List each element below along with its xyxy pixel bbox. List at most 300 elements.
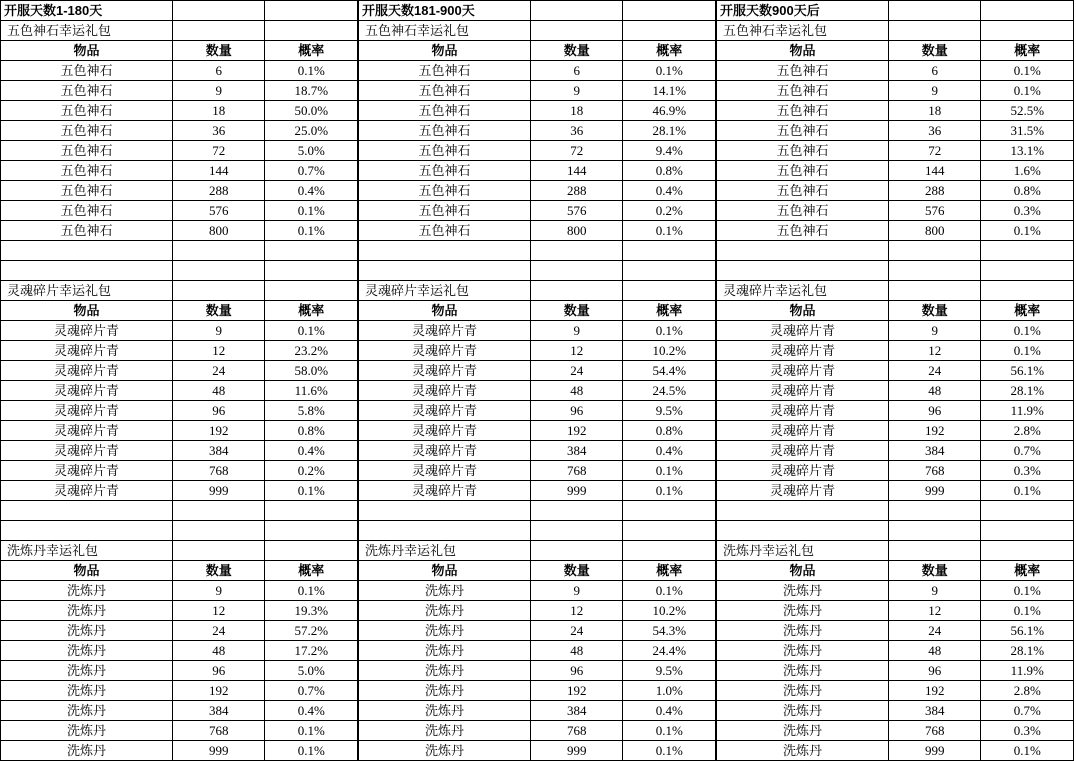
- spacer-row: [359, 261, 716, 281]
- cell-item-name: 五色神石: [717, 101, 889, 121]
- empty-cell: [623, 261, 716, 281]
- cell-rate: 11.9%: [981, 401, 1074, 421]
- empty-cell: [172, 281, 265, 301]
- empty-cell: [265, 1, 358, 21]
- table-row: [1, 201, 358, 221]
- cell-rate: 0.1%: [981, 481, 1074, 501]
- cell-rate: 0.1%: [265, 321, 358, 341]
- cell-item-name: 洗炼丹: [1, 661, 173, 681]
- table-row: [359, 361, 716, 381]
- empty-cell: [265, 241, 358, 261]
- empty-cell: [717, 261, 889, 281]
- cell-rate: 10.2%: [623, 341, 716, 361]
- cell-item-name: 洗炼丹: [359, 661, 531, 681]
- cell-quantity: 999: [530, 741, 623, 761]
- cell-rate: 0.1%: [623, 481, 716, 501]
- table-row: [1, 661, 358, 681]
- cell-rate: 1.0%: [623, 681, 716, 701]
- table-row: [359, 581, 716, 601]
- table-row: [717, 601, 1074, 621]
- cell-rate: 0.1%: [623, 721, 716, 741]
- column-header-rate: 概率: [981, 301, 1074, 321]
- cell-rate: 0.1%: [981, 341, 1074, 361]
- cell-item-name: 灵魂碎片青: [717, 421, 889, 441]
- section-header-row: [1, 21, 358, 41]
- cell-quantity: 48: [530, 641, 623, 661]
- cell-item-name: 五色神石: [359, 101, 531, 121]
- cell-quantity: 288: [530, 181, 623, 201]
- cell-quantity: 288: [888, 181, 981, 201]
- cell-rate: 0.2%: [623, 201, 716, 221]
- spacer-row: [717, 521, 1074, 541]
- table-row: [717, 661, 1074, 681]
- cell-rate: 14.1%: [623, 81, 716, 101]
- cell-rate: 24.4%: [623, 641, 716, 661]
- cell-quantity: 576: [888, 201, 981, 221]
- cell-rate: 0.1%: [265, 61, 358, 81]
- table-row: [717, 221, 1074, 241]
- cell-quantity: 12: [172, 601, 265, 621]
- cell-rate: 9.5%: [623, 401, 716, 421]
- table-row: [1, 701, 358, 721]
- cell-quantity: 24: [530, 361, 623, 381]
- table-row: [717, 401, 1074, 421]
- cell-quantity: 768: [172, 721, 265, 741]
- table-title-row: [717, 1, 1074, 21]
- table-row: [1, 381, 358, 401]
- column-header-quantity: 数量: [888, 41, 981, 61]
- cell-rate: 46.9%: [623, 101, 716, 121]
- empty-cell: [717, 241, 889, 261]
- cell-quantity: 384: [530, 701, 623, 721]
- cell-rate: 1.6%: [981, 161, 1074, 181]
- column-header-item: 物品: [1, 41, 173, 61]
- cell-quantity: 192: [172, 681, 265, 701]
- cell-quantity: 9: [888, 581, 981, 601]
- section-header-row: [1, 281, 358, 301]
- spacer-row: [359, 241, 716, 261]
- cell-rate: 9.5%: [623, 661, 716, 681]
- column-header-row: [1, 301, 358, 321]
- cell-item-name: 洗炼丹: [717, 661, 889, 681]
- cell-item-name: 洗炼丹: [1, 601, 173, 621]
- section-header-row: [359, 541, 716, 561]
- cell-item-name: 灵魂碎片青: [359, 401, 531, 421]
- cell-quantity: 96: [172, 401, 265, 421]
- empty-cell: [717, 521, 889, 541]
- empty-cell: [981, 501, 1074, 521]
- empty-cell: [981, 261, 1074, 281]
- cell-rate: 0.1%: [623, 61, 716, 81]
- cell-rate: 25.0%: [265, 121, 358, 141]
- empty-cell: [359, 521, 531, 541]
- empty-cell: [359, 241, 531, 261]
- column-header-row: [359, 561, 716, 581]
- cell-quantity: 576: [172, 201, 265, 221]
- cell-rate: 57.2%: [265, 621, 358, 641]
- table-row: [1, 161, 358, 181]
- empty-cell: [888, 281, 981, 301]
- empty-cell: [172, 501, 265, 521]
- cell-quantity: 24: [172, 621, 265, 641]
- empty-cell: [717, 501, 889, 521]
- table-row: [359, 661, 716, 681]
- empty-cell: [888, 541, 981, 561]
- cell-rate: 0.1%: [623, 221, 716, 241]
- table-row: [1, 481, 358, 501]
- table-row: [359, 101, 716, 121]
- empty-cell: [172, 261, 265, 281]
- column-header-rate: 概率: [623, 561, 716, 581]
- cell-item-name: 五色神石: [1, 101, 173, 121]
- cell-rate: 9.4%: [623, 141, 716, 161]
- cell-rate: 18.7%: [265, 81, 358, 101]
- cell-rate: 0.7%: [265, 161, 358, 181]
- cell-rate: 0.1%: [981, 601, 1074, 621]
- empty-cell: [888, 261, 981, 281]
- cell-rate: 0.1%: [981, 581, 1074, 601]
- column-header-rate: 概率: [265, 41, 358, 61]
- cell-quantity: 999: [888, 481, 981, 501]
- table-row: [359, 181, 716, 201]
- column-header-rate: 概率: [623, 301, 716, 321]
- table-row: [717, 621, 1074, 641]
- cell-item-name: 五色神石: [359, 201, 531, 221]
- cell-rate: 0.3%: [981, 721, 1074, 741]
- cell-item-name: 洗炼丹: [1, 681, 173, 701]
- table-row: [1, 441, 358, 461]
- cell-quantity: 9: [172, 81, 265, 101]
- table-row: [359, 341, 716, 361]
- cell-rate: 0.4%: [265, 441, 358, 461]
- cell-item-name: 灵魂碎片青: [359, 321, 531, 341]
- spacer-row: [359, 521, 716, 541]
- cell-quantity: 96: [530, 401, 623, 421]
- cell-item-name: 五色神石: [717, 161, 889, 181]
- cell-item-name: 五色神石: [359, 161, 531, 181]
- empty-cell: [1, 241, 173, 261]
- section-title: 灵魂碎片幸运礼包: [717, 281, 889, 301]
- cell-rate: 0.7%: [981, 701, 1074, 721]
- cell-rate: 28.1%: [981, 381, 1074, 401]
- cell-quantity: 9: [172, 581, 265, 601]
- spacer-row: [717, 501, 1074, 521]
- cell-quantity: 9: [530, 321, 623, 341]
- cell-quantity: 96: [888, 401, 981, 421]
- empty-cell: [623, 521, 716, 541]
- table-row: [717, 701, 1074, 721]
- cell-quantity: 144: [172, 161, 265, 181]
- table-row: [359, 141, 716, 161]
- cell-quantity: 24: [530, 621, 623, 641]
- cell-quantity: 768: [172, 461, 265, 481]
- column-header-quantity: 数量: [888, 301, 981, 321]
- cell-rate: 10.2%: [623, 601, 716, 621]
- cell-quantity: 9: [530, 81, 623, 101]
- cell-item-name: 灵魂碎片青: [717, 341, 889, 361]
- column-header-quantity: 数量: [172, 41, 265, 61]
- cell-rate: 56.1%: [981, 361, 1074, 381]
- table-row: [359, 161, 716, 181]
- cell-quantity: 12: [530, 341, 623, 361]
- cell-quantity: 96: [530, 661, 623, 681]
- section-header-row: [359, 21, 716, 41]
- cell-quantity: 96: [888, 661, 981, 681]
- cell-quantity: 999: [888, 741, 981, 761]
- page-title: 开服天数900天后: [717, 1, 889, 21]
- cell-item-name: 灵魂碎片青: [717, 381, 889, 401]
- table-column-1: [0, 0, 358, 761]
- column-header-row: [717, 301, 1074, 321]
- cell-item-name: 洗炼丹: [359, 601, 531, 621]
- column-header-quantity: 数量: [172, 561, 265, 581]
- table-row: [717, 61, 1074, 81]
- table-row: [717, 341, 1074, 361]
- table-row: [1, 601, 358, 621]
- cell-rate: 0.7%: [265, 681, 358, 701]
- cell-item-name: 灵魂碎片青: [1, 361, 173, 381]
- cell-quantity: 9: [172, 321, 265, 341]
- cell-item-name: 五色神石: [359, 141, 531, 161]
- column-header-rate: 概率: [981, 561, 1074, 581]
- section-title: 灵魂碎片幸运礼包: [1, 281, 173, 301]
- cell-quantity: 192: [172, 421, 265, 441]
- cell-quantity: 48: [888, 381, 981, 401]
- table-row: [717, 181, 1074, 201]
- empty-cell: [1, 261, 173, 281]
- table-row: [717, 441, 1074, 461]
- cell-item-name: 五色神石: [717, 201, 889, 221]
- cell-rate: 0.1%: [981, 221, 1074, 241]
- cell-item-name: 灵魂碎片青: [1, 321, 173, 341]
- cell-quantity: 144: [888, 161, 981, 181]
- cell-item-name: 灵魂碎片青: [1, 381, 173, 401]
- cell-quantity: 384: [530, 441, 623, 461]
- empty-cell: [172, 241, 265, 261]
- empty-cell: [623, 541, 716, 561]
- section-title: 五色神石幸运礼包: [1, 21, 173, 41]
- cell-rate: 11.6%: [265, 381, 358, 401]
- empty-cell: [265, 261, 358, 281]
- cell-rate: 2.8%: [981, 421, 1074, 441]
- cell-item-name: 灵魂碎片青: [359, 421, 531, 441]
- cell-item-name: 洗炼丹: [717, 621, 889, 641]
- table-row: [359, 381, 716, 401]
- table-row: [717, 581, 1074, 601]
- cell-rate: 0.1%: [265, 741, 358, 761]
- spacer-row: [1, 261, 358, 281]
- cell-quantity: 18: [888, 101, 981, 121]
- cell-rate: 13.1%: [981, 141, 1074, 161]
- empty-cell: [623, 281, 716, 301]
- empty-cell: [888, 241, 981, 261]
- spacer-row: [359, 501, 716, 521]
- cell-item-name: 五色神石: [359, 181, 531, 201]
- table-row: [717, 161, 1074, 181]
- table-row: [359, 681, 716, 701]
- cell-quantity: 800: [530, 221, 623, 241]
- cell-quantity: 12: [530, 601, 623, 621]
- empty-cell: [172, 541, 265, 561]
- cell-quantity: 36: [888, 121, 981, 141]
- cell-quantity: 9: [530, 581, 623, 601]
- cell-quantity: 6: [888, 61, 981, 81]
- cell-item-name: 灵魂碎片青: [717, 361, 889, 381]
- cell-rate: 0.1%: [981, 81, 1074, 101]
- column-header-item: 物品: [359, 41, 531, 61]
- cell-rate: 28.1%: [981, 641, 1074, 661]
- cell-rate: 19.3%: [265, 601, 358, 621]
- cell-rate: 0.2%: [265, 461, 358, 481]
- table-row: [1, 361, 358, 381]
- column-header-row: [717, 41, 1074, 61]
- section-title: 五色神石幸运礼包: [717, 21, 889, 41]
- column-header-row: [359, 41, 716, 61]
- table-row: [1, 421, 358, 441]
- cell-quantity: 768: [888, 461, 981, 481]
- cell-rate: 50.0%: [265, 101, 358, 121]
- cell-item-name: 洗炼丹: [1, 621, 173, 641]
- column-header-row: [1, 561, 358, 581]
- cell-quantity: 6: [172, 61, 265, 81]
- empty-cell: [888, 501, 981, 521]
- cell-rate: 0.1%: [265, 201, 358, 221]
- column-header-rate: 概率: [265, 301, 358, 321]
- empty-cell: [530, 501, 623, 521]
- section-header-row: [717, 281, 1074, 301]
- cell-item-name: 洗炼丹: [717, 721, 889, 741]
- cell-item-name: 五色神石: [359, 121, 531, 141]
- cell-rate: 0.8%: [623, 161, 716, 181]
- cell-rate: 0.1%: [265, 721, 358, 741]
- cell-item-name: 五色神石: [717, 121, 889, 141]
- section-title: 五色神石幸运礼包: [359, 21, 531, 41]
- cell-quantity: 768: [530, 721, 623, 741]
- cell-rate: 0.1%: [623, 581, 716, 601]
- column-header-row: [717, 561, 1074, 581]
- cell-item-name: 洗炼丹: [717, 601, 889, 621]
- cell-item-name: 洗炼丹: [717, 581, 889, 601]
- table-title-row: [1, 1, 358, 21]
- cell-quantity: 36: [172, 121, 265, 141]
- column-header-row: [1, 41, 358, 61]
- column-header-rate: 概率: [981, 41, 1074, 61]
- column-header-quantity: 数量: [530, 301, 623, 321]
- cell-item-name: 灵魂碎片青: [1, 401, 173, 421]
- cell-rate: 54.3%: [623, 621, 716, 641]
- section-header-row: [359, 281, 716, 301]
- cell-quantity: 18: [172, 101, 265, 121]
- cell-rate: 0.3%: [981, 201, 1074, 221]
- empty-cell: [1, 521, 173, 541]
- table-row: [1, 681, 358, 701]
- table-row: [1, 221, 358, 241]
- cell-item-name: 洗炼丹: [1, 721, 173, 741]
- table-row: [717, 81, 1074, 101]
- column-header-item: 物品: [1, 301, 173, 321]
- table-row: [1, 101, 358, 121]
- cell-quantity: 48: [172, 381, 265, 401]
- cell-rate: 0.4%: [623, 701, 716, 721]
- cell-rate: 0.1%: [981, 321, 1074, 341]
- table-row: [717, 361, 1074, 381]
- cell-item-name: 灵魂碎片青: [359, 481, 531, 501]
- table-row: [717, 141, 1074, 161]
- empty-cell: [265, 541, 358, 561]
- cell-item-name: 五色神石: [359, 221, 531, 241]
- cell-item-name: 洗炼丹: [717, 641, 889, 661]
- empty-cell: [981, 541, 1074, 561]
- cell-quantity: 576: [530, 201, 623, 221]
- cell-item-name: 洗炼丹: [717, 681, 889, 701]
- table-row: [359, 421, 716, 441]
- cell-quantity: 24: [172, 361, 265, 381]
- cell-rate: 56.1%: [981, 621, 1074, 641]
- table-row: [1, 61, 358, 81]
- empty-cell: [530, 241, 623, 261]
- empty-cell: [888, 21, 981, 41]
- spacer-row: [1, 501, 358, 521]
- cell-rate: 2.8%: [981, 681, 1074, 701]
- cell-quantity: 999: [172, 741, 265, 761]
- cell-quantity: 800: [888, 221, 981, 241]
- column-header-item: 物品: [1, 561, 173, 581]
- cell-quantity: 48: [530, 381, 623, 401]
- cell-rate: 11.9%: [981, 661, 1074, 681]
- column-header-quantity: 数量: [172, 301, 265, 321]
- empty-cell: [530, 541, 623, 561]
- cell-item-name: 五色神石: [717, 221, 889, 241]
- empty-cell: [530, 521, 623, 541]
- cell-item-name: 五色神石: [717, 81, 889, 101]
- cell-item-name: 灵魂碎片青: [359, 461, 531, 481]
- section-title: 洗炼丹幸运礼包: [359, 541, 531, 561]
- section-title: 洗炼丹幸运礼包: [717, 541, 889, 561]
- table-row: [1, 81, 358, 101]
- cell-rate: 0.4%: [265, 181, 358, 201]
- table-row: [1, 401, 358, 421]
- table-row: [1, 121, 358, 141]
- column-header-quantity: 数量: [530, 41, 623, 61]
- cell-item-name: 灵魂碎片青: [1, 341, 173, 361]
- section-header-row: [717, 21, 1074, 41]
- cell-rate: 0.1%: [981, 61, 1074, 81]
- cell-rate: 24.5%: [623, 381, 716, 401]
- table-row: [359, 701, 716, 721]
- cell-item-name: 洗炼丹: [359, 641, 531, 661]
- empty-cell: [530, 281, 623, 301]
- cell-item-name: 灵魂碎片青: [359, 381, 531, 401]
- empty-cell: [359, 261, 531, 281]
- cell-item-name: 灵魂碎片青: [717, 461, 889, 481]
- column-header-item: 物品: [717, 561, 889, 581]
- cell-item-name: 灵魂碎片青: [1, 441, 173, 461]
- table-row: [359, 121, 716, 141]
- cell-quantity: 6: [530, 61, 623, 81]
- cell-item-name: 五色神石: [1, 121, 173, 141]
- cell-rate: 0.8%: [623, 421, 716, 441]
- cell-quantity: 800: [172, 221, 265, 241]
- cell-rate: 0.1%: [623, 321, 716, 341]
- table-row: [359, 621, 716, 641]
- table-column-2: [358, 0, 716, 761]
- table-column-3: [716, 0, 1074, 761]
- cell-rate: 0.7%: [981, 441, 1074, 461]
- spacer-row: [1, 241, 358, 261]
- section-title: 灵魂碎片幸运礼包: [359, 281, 531, 301]
- cell-quantity: 9: [888, 321, 981, 341]
- cell-item-name: 五色神石: [1, 141, 173, 161]
